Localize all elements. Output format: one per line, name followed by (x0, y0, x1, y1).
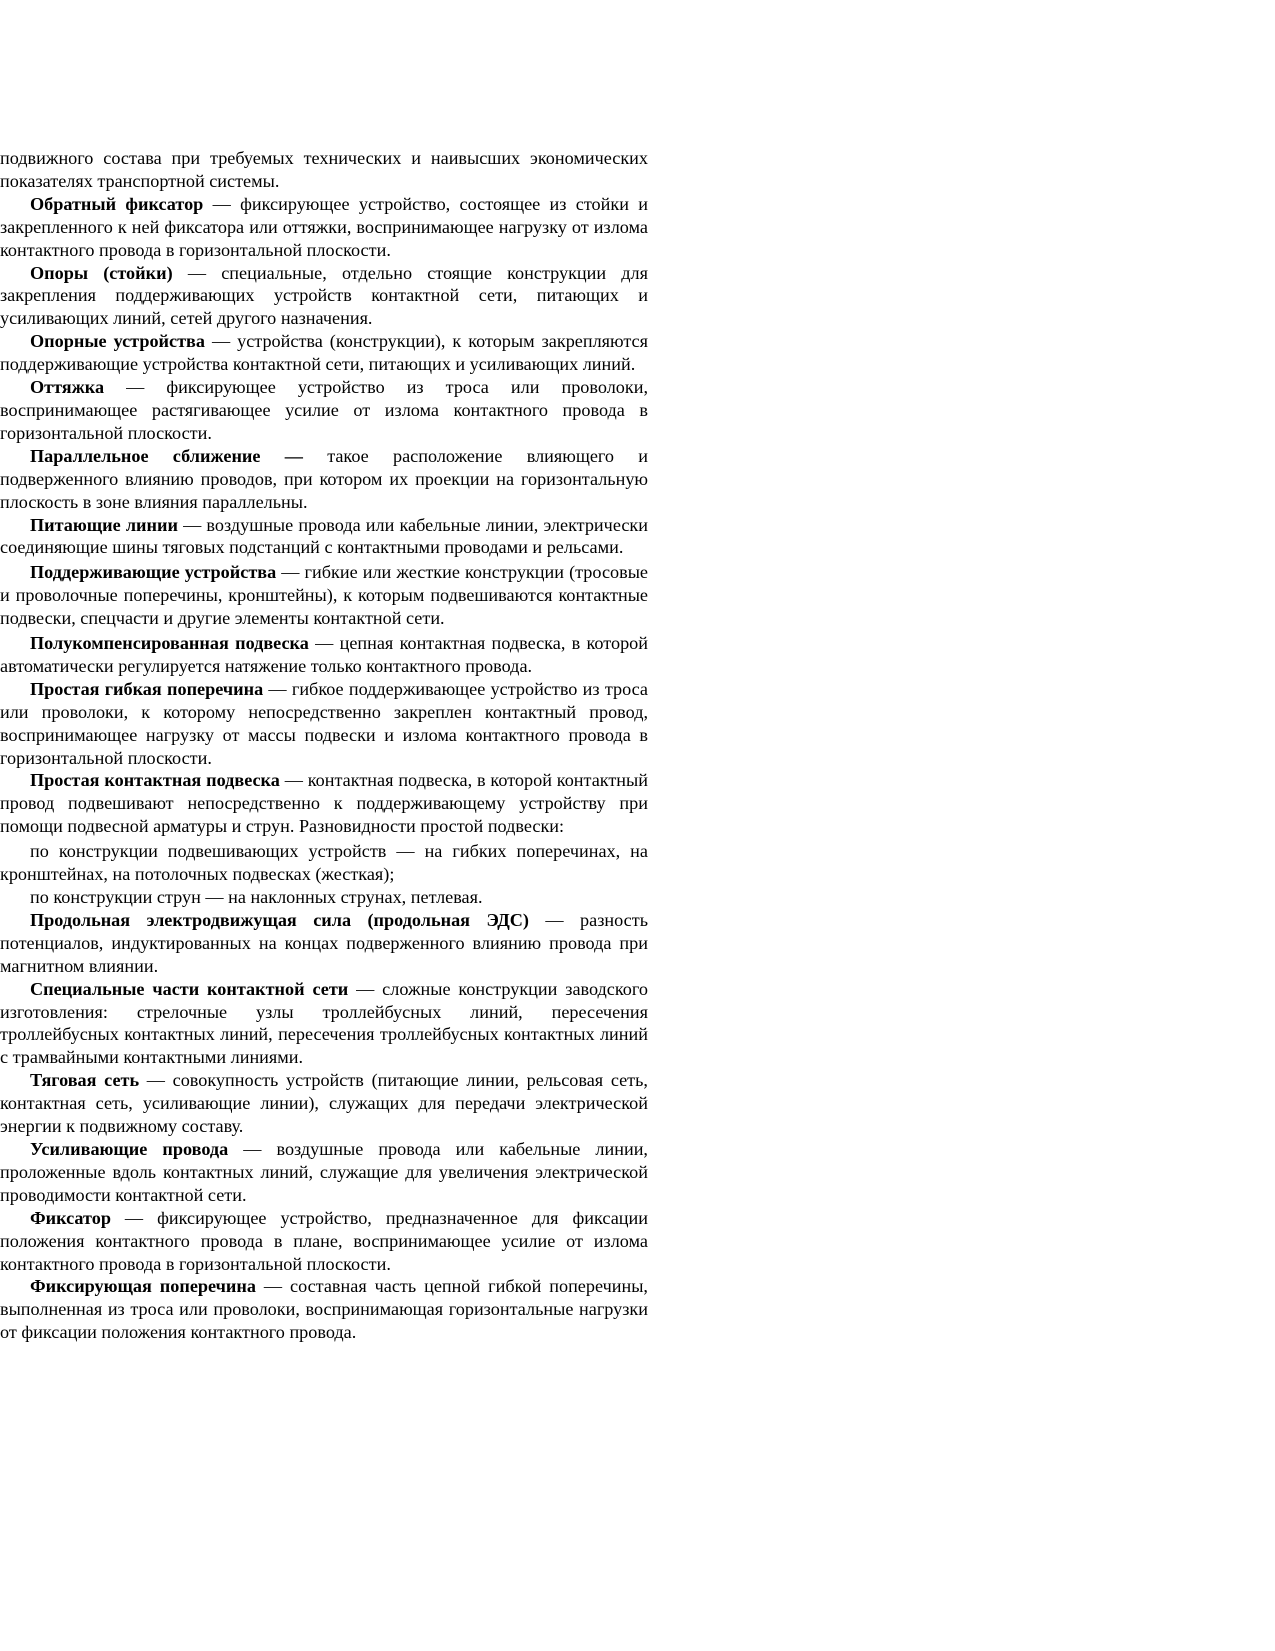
glossary-term: Полукомпенсированная подвеска (30, 633, 309, 654)
glossary-term: Тяговая сеть (30, 1070, 140, 1091)
glossary-entry-podderzhivayushchie-ustroystva (0, 561, 648, 630)
glossary-entry-opornye-ustroystva (0, 330, 648, 376)
glossary-term: Питающие линии (30, 514, 178, 535)
glossary-definition: — фиксирующее устройство, состоящее из стойки и закрепленного к ней фиксатора или оттяжки, воспринимающее нагрузку от излома контактного провода в горизонтальной плоскости. (0, 193, 649, 260)
glossary-definition: — специальные, отдельно стоящие конструкции для закрепления поддерживающих устройств контактной сети, питающих и усиливающих линий, сетей другого назначения. (0, 262, 648, 329)
glossary-entry-polukompensirovannaya-podveska (0, 632, 648, 678)
glossary-entry-pitayushchie-linii (0, 514, 648, 560)
glossary-term: Специальные части контактной сети (30, 978, 349, 999)
glossary-term: Простая контактная подвеска (30, 770, 280, 791)
glossary-term: Обратный фиксатор (30, 193, 204, 214)
glossary-definition: — цепная контактная подвеска, в которой автоматически регулируется натяжение только контактного провода. (0, 633, 648, 676)
continuation-paragraph (0, 147, 648, 193)
glossary-definition: такое расположение влияющего и подверженного влиянию проводов, при котором их проекции на горизонтальную плоскость в зоне влияния параллельны. (0, 445, 649, 512)
glossary-term: Простая гибкая поперечина (30, 678, 264, 699)
paragraph-text: подвижного состава при требуемых технических и наивысших экономических показателях транспортной системы. (0, 148, 648, 191)
glossary-definition: — контактная подвеска, в которой контактный провод подвешивают непосредственно к поддерживающему устройству при помощи подвесной арматуры и струн. Разновидности простой подвески: (0, 770, 648, 837)
glossary-definition: — фиксирующее устройство из троса или проволоки, воспринимающее растягивающее усилие от излома контактного провода в горизонтальной плоскости. (0, 377, 648, 443)
glossary-entry-opory (0, 262, 648, 331)
glossary-entry-ottyazhka (0, 376, 648, 445)
glossary-entry-tyagovaya-set (0, 1069, 648, 1138)
glossary-definition: — воздушные провода или кабельные линии, электрически соединяющие шины тяговых подстанций с контактными проводами и рельсами. (0, 514, 648, 558)
glossary-entry-obratny-fiksator (0, 193, 648, 262)
paragraph-text: по конструкции струн — на наклонных струнах, петлевая. (30, 887, 483, 907)
glossary-term: Оттяжка (30, 377, 105, 398)
glossary-definition: — фиксирующее устройство, предназначенное для фиксации положения контактного провода в плане, воспринимающее усилие от излома контактного провода в горизонтальной плоскости. (0, 1207, 648, 1274)
glossary-term: Опоры (стойки) (30, 262, 173, 283)
glossary-entry-prodolnaya-eds (0, 909, 648, 978)
paragraph-text: по конструкции подвешивающих устройств — на гибких поперечинах, на кронштейнах, на потолочных подвесках (жесткая); (0, 841, 648, 885)
glossary-term: Фиксирующая поперечина (30, 1276, 256, 1297)
glossary-entry-fiksator (0, 1207, 648, 1276)
document-page (0, 147, 648, 1344)
glossary-entry-usilivayushchie-provoda (0, 1138, 648, 1207)
subtype-paragraph (0, 886, 648, 909)
glossary-definition: — гибкое поддерживающее устройство из троса или проволоки, к которому непосредственно закреплен контактный провод, воспринимающее нагрузку от массы подвески и излома контактного провода в горизонтальной плоскости. (0, 678, 648, 768)
glossary-term: Продольная электродвижущая сила (продольная ЭДС) (30, 909, 529, 930)
glossary-definition: — устройства (конструкции), к которым закрепляются поддерживающие устройства контактной сети, питающих и усиливающих линий. (0, 331, 648, 375)
glossary-entry-fiksiruyushchaya-poperechina (0, 1275, 648, 1344)
glossary-entry-spetsialnye-chasti (0, 978, 648, 1070)
glossary-definition: — составная часть цепной гибкой поперечины, выполненная из троса или проволоки, воспринимающая горизонтальные нагрузки от фиксации положения контактного провода. (0, 1276, 648, 1343)
glossary-term: Опорные устройства (30, 331, 205, 352)
glossary-entry-prostaya-kontaktnaya-podveska (0, 769, 648, 838)
glossary-definition: — гибкие или жесткие конструкции (тросовые и проволочные поперечины, кронштейны), к которым подвешиваются контактные подвески, спецчасти и другие элементы контактной сети. (0, 562, 648, 629)
glossary-term: Параллельное сближение — (30, 445, 303, 466)
glossary-term: Усиливающие провода (30, 1138, 229, 1159)
glossary-term: Фиксатор (30, 1207, 111, 1228)
glossary-entry-parallelnoe-sblizhenie (0, 445, 648, 514)
glossary-definition: — воздушные провода или кабельные линии, проложенные вдоль контактных линий, служащие для увеличения электрической проводимости контактной сети. (0, 1138, 648, 1205)
glossary-definition: — разность потенциалов, индуктированных на концах подверженного влиянию провода при магнитном влиянии. (0, 909, 648, 976)
glossary-entry-prostaya-gibkaya-poperechina (0, 678, 648, 770)
subtype-paragraph (0, 840, 648, 886)
glossary-definition: — сложные конструкции заводского изготовления: стрелочные узлы троллейбусных линий, пересечения троллейбусных контактных линий, пересечения троллейбусных контактных линий с трамвайными контактными линиями. (0, 978, 648, 1068)
glossary-term: Поддерживающие устройства (30, 562, 277, 583)
glossary-definition: — совокупность устройств (питающие линии, рельсовая сеть, контактная сеть, усиливающие линии), служащих для передачи электрической энергии к подвижному составу. (0, 1070, 648, 1137)
